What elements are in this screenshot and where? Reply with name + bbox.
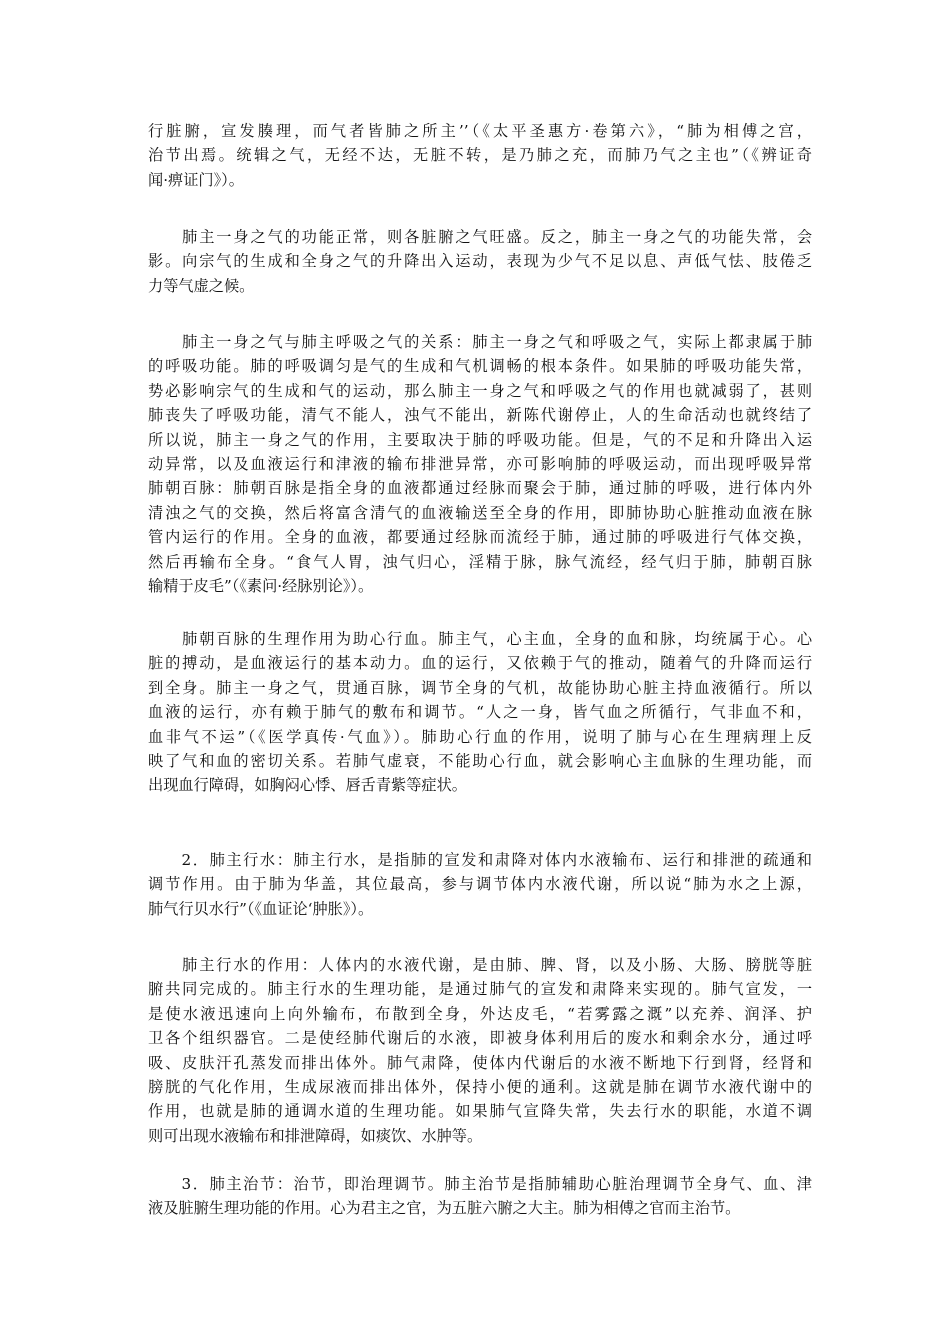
- text-line: 所以说，肺主一身之气的作用，主要取决于肺的呼吸功能。但是，气的不足和升降出入运: [148, 430, 812, 449]
- text-line: 则可出现水液输布和排泄障碍，如痰饮、水肿等。: [148, 1126, 483, 1145]
- text-line: 吸、皮肤汗孔蒸发而排出体外。肺气肃降，使体内代谢后的水液不断地下行到肾，经肾和: [148, 1053, 812, 1072]
- text-line: 血非气不运”（《医学真传·气血》）。肺助心行血的作用，说明了肺与心在生理病理上反: [148, 727, 812, 746]
- text-line: 映了气和血的密切关系。若肺气虚衰，不能助心行血，就会影响心主血脉的生理功能，而: [148, 751, 812, 770]
- text-line: 肺主行水的作用：人体内的水液代谢，是由肺、脾、肾，以及小肠、大肠、膀胱等脏: [148, 956, 812, 974]
- text-line: 膀胱的气化作用，生成尿液而排出体外，保持小便的通利。这就是肺在调节水液代谢中的: [148, 1077, 812, 1096]
- text-line: 肺主一身之气与肺主呼吸之气的关系：肺主一身之气和呼吸之气，实际上都隶属于肺: [148, 333, 812, 351]
- text-line: 输精于皮毛”（《素问·经脉别论》）。: [148, 576, 374, 595]
- text-line: 肺气行贝水行”（《血证论‘肿胀》）。: [148, 899, 374, 918]
- text-line: 血液的运行，亦有赖于肺气的敷布和调节。“人之一身，皆气血之所循行，气非血不和，: [148, 703, 812, 722]
- text-line: 脏的搏动，是血液运行的基本动力。血的运行，又依赖于气的推动，随着气的升降而运行: [148, 654, 812, 673]
- paragraph-1: [148, 119, 812, 192]
- text-line: 力等气虚之候。: [148, 276, 255, 295]
- paragraph-5: [148, 848, 812, 921]
- paragraph-6: [148, 953, 812, 1148]
- text-line: 调节作用。由于肺为华盖，其位最高，参与调节体内水液代谢，所以说“肺为水之上源，: [148, 875, 812, 894]
- text-line: 势必影响宗气的生成和气的运动，那么肺主一身之气和呼吸之气的作用也就减弱了，甚则: [148, 381, 812, 400]
- paragraph-4: [148, 627, 812, 798]
- text-line: 出现血行障碍，如胸闷心悸、唇舌青紫等症状。: [148, 776, 467, 795]
- text-line: 的呼吸功能。肺的呼吸调匀是气的生成和气机调畅的根本条件。如果肺的呼吸功能失常，: [148, 357, 812, 376]
- text-line: 闻·痹证门》）。: [148, 170, 244, 189]
- text-line: 肺朝百脉的生理作用为助心行血。肺主气，心主血，全身的血和脉，均统属于心。心: [148, 630, 812, 648]
- paragraph-2: [148, 225, 812, 298]
- text-line: 2．肺主行水：肺主行水，是指肺的宣发和肃降对体内水液输布、运行和排泄的疏通和: [148, 851, 812, 869]
- text-line: 管内运行的作用。全身的血液，都要通过经脉而流经于肺，通过肺的呼吸进行气体交换，: [148, 528, 812, 547]
- text-line: 卫各个组织器官。二是使经肺代谢后的水液，即被身体利用后的废水和剩余水分，通过呼: [148, 1029, 812, 1048]
- text-line: 肺丧失了呼吸功能，清气不能人，浊气不能出，新陈代谢停止，人的生命活动也就终结了: [148, 406, 812, 425]
- text-line: 然后再输布全身。“食气人胃，浊气归心，淫精于脉，脉气流经，经气归于肺，肺朝百脉: [148, 552, 812, 571]
- text-line: 行脏腑，宣发腠理，而气者皆肺之所主’’（《太平圣惠方·卷第六》，“肺为相傅之宫，: [148, 122, 812, 140]
- text-line: 3．肺主治节：治节，即治理调节。肺主治节是指肺辅助心脏治理调节全身气、血、津: [148, 1175, 812, 1193]
- paragraph-3: [148, 330, 812, 598]
- text-line: 治节出焉。统辑之气，无经不达，无脏不转，是乃肺之充，而肺乃气之主也”（《辨证奇: [148, 146, 812, 165]
- text-line: 作用，也就是肺的通调水道的生理功能。如果肺气宣降失常，失去行水的职能，水道不调: [148, 1102, 812, 1121]
- text-line: 清浊之气的交换，然后将富含清气的血液输送至全身的作用，即肺协助心脏推动血液在脉: [148, 503, 812, 522]
- text-line: 液及脏腑生理功能的作用。心为君主之官，为五脏六腑之大主。肺为相傅之官而主治节。: [148, 1199, 741, 1218]
- text-line: 影。向宗气的生成和全身之气的升降出入运动，表现为少气不足以息、声低气怯、肢倦乏: [148, 252, 812, 271]
- text-line: 是使水液迅速向上向外输布，布散到全身，外达皮毛，“若雾露之溉”以充养、润泽、护: [148, 1004, 812, 1023]
- text-line: 动异常，以及血液运行和津液的输布排泄异常，亦可影响肺的呼吸运动，而出现呼吸异常: [148, 454, 812, 473]
- paragraph-7: [148, 1172, 812, 1221]
- text-line: 肺朝百脉：肺朝百脉是指全身的血液都通过经脉而聚会于肺，通过肺的呼吸，进行体内外: [148, 479, 812, 498]
- text-line: 肺主一身之气的功能正常，则各脏腑之气旺盛。反之，肺主一身之气的功能失常，会: [148, 228, 812, 246]
- text-line: 腑共同完成的。肺主行水的生理功能，是通过肺气的宣发和肃降来实现的。肺气宣发，一: [148, 980, 812, 999]
- text-line: 到全身。肺主一身之气，贯通百脉，调节全身的气机，故能协助心脏主持血液循行。所以: [148, 678, 812, 697]
